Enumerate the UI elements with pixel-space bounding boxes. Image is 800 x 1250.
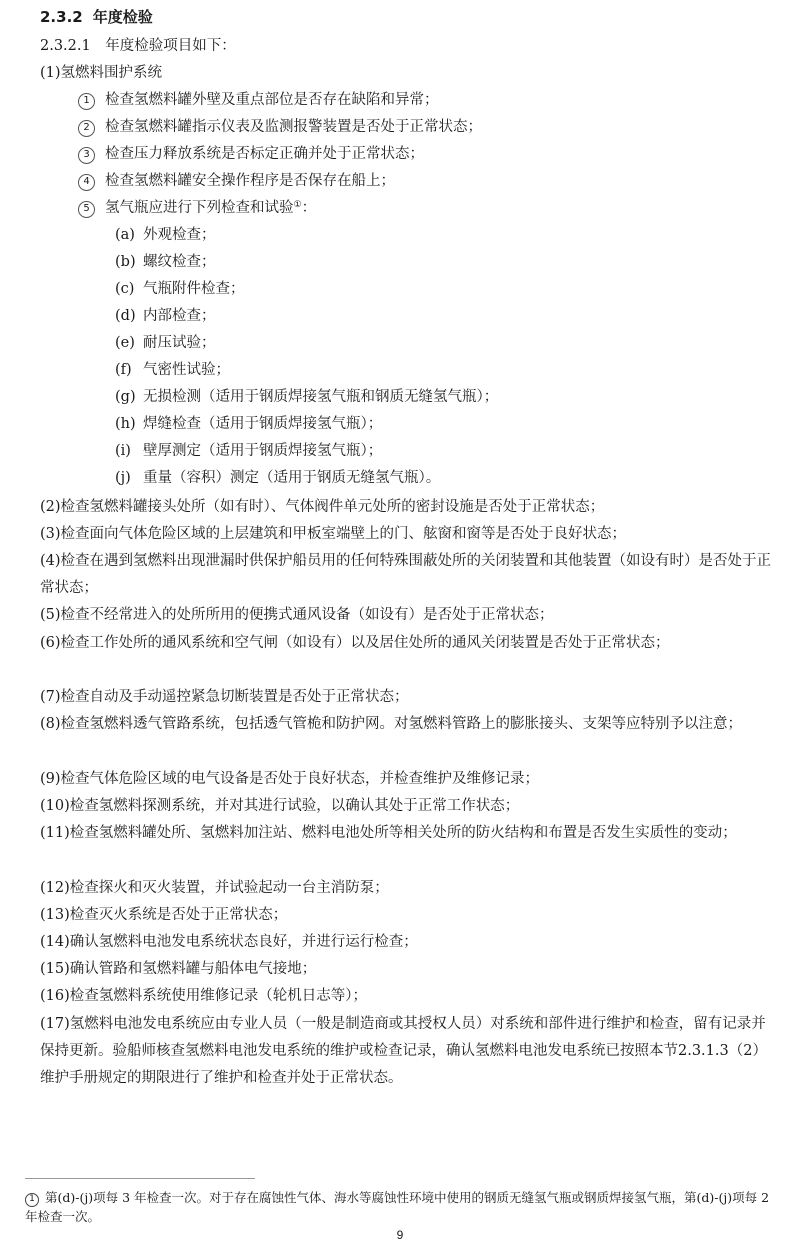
check-item-e [115, 333, 216, 353]
page-number: 9 [396, 1228, 404, 1242]
check-item-a [115, 225, 216, 245]
item-12: (12)检查探火和灭火装置，并试验起动一台主消防泵； [40, 880, 389, 896]
item-14: (14)确认氢燃料电池发电系统状态良好，并进行运行检查； [40, 934, 418, 950]
subitem-text: 检查氢燃料罐指示仪表及监测报警装置是否处于正常状态； [105, 119, 482, 135]
item-13: (13)检查灭火系统是否处于正常状态； [40, 907, 288, 923]
check-item-d [115, 306, 216, 326]
item-1-title: (1)氢燃料围护系统 [40, 65, 163, 81]
circled-number: 4 [78, 174, 95, 191]
subitem-2 [78, 117, 482, 137]
item-4: (4)检查在遇到氢燃料出现泄漏时供保护船员用的任何特殊围蔽处所的关闭装置和其他装置（如设有时）是否处于正常状态； [40, 553, 772, 597]
check-letter: (a) [115, 227, 135, 243]
check-letter: (h) [115, 416, 136, 432]
check-text: 耐压试验； [143, 335, 216, 351]
subitem-text: 检查压力释放系统是否标定正确并处于正常状态； [105, 146, 424, 162]
section-number: 2.3.2 [40, 8, 83, 26]
section-intro: 2.3.2.1 年度检验项目如下： [40, 38, 236, 54]
subitem-5 [78, 198, 316, 218]
check-text: 重量（容积）测定（适用于钢质无缝氢气瓶）。 [143, 470, 441, 486]
section-heading [40, 6, 153, 28]
check-text: 螺纹检查； [143, 254, 216, 270]
subitem-text: 检查氢燃料罐安全操作程序是否保存在船上； [105, 173, 395, 189]
check-item-c [115, 279, 245, 299]
check-item-h [115, 414, 382, 434]
item-2: (2)检查氢燃料罐接头处所（如有时）、气体阀件单元处所的密封设施是否处于正常状态； [40, 499, 605, 515]
footnote-mark: 1 [25, 1193, 39, 1207]
item-15: (15)确认管路和氢燃料罐与船体电气接地； [40, 961, 317, 977]
check-letter: (f) [115, 362, 132, 378]
check-item-f [115, 360, 230, 380]
item-9: (9)检查气体危险区域的电气设备是否处于良好状态，并检查维护及维修记录； [40, 771, 540, 787]
check-text: 焊缝检查（适用于钢质焊接氢气瓶）； [143, 416, 383, 432]
check-letter: (g) [115, 389, 136, 405]
check-item-b [115, 252, 216, 272]
item-17: (17)氢燃料电池发电系统应由专业人员（一般是制造商或其授权人员）对系统和部件进行维护和检查，留有记录并保持更新。验船师核查氢燃料电池发电系统的维护或检查记录，确认氢燃料电池发电系统已按照本节2.3.1.3（2）维护手册规定的期限进行了维护和检查并处于正常状态。 [40, 1016, 767, 1087]
check-letter: (d) [115, 308, 136, 324]
check-text: 内部检查； [143, 308, 216, 324]
item-3: (3)检查面向气体危险区域的上层建筑和甲板室端壁上的门、舷窗和窗等是否处于良好状态； [40, 526, 627, 542]
footnote-reference[interactable]: ① [293, 200, 302, 210]
circled-number: 1 [78, 93, 95, 110]
item-8: (8)检查氢燃料透气管路系统，包括透气管桅和防护网。对氢燃料管路上的膨胀接头、支架等应特别予以注意； [40, 716, 743, 732]
check-text: 壁厚测定（适用于钢质焊接氢气瓶）； [143, 443, 383, 459]
circled-number: 5 [78, 201, 95, 218]
check-letter: (i) [115, 443, 131, 459]
footnote-divider [25, 1178, 255, 1179]
check-item-g [115, 387, 498, 407]
subitem-3 [78, 144, 424, 164]
item-5: (5)检查不经常进入的处所所用的便携式通风设备（如设有）是否处于正常状态； [40, 607, 554, 623]
check-text: 气密性试验； [143, 362, 230, 378]
check-text: 外观检查； [143, 227, 216, 243]
subitem-text: 氢气瓶应进行下列检查和试验 [105, 200, 294, 216]
check-letter: (j) [115, 470, 131, 486]
check-item-i [115, 441, 382, 461]
check-text: 无损检测（适用于钢质焊接氢气瓶和钢质无缝氢气瓶）； [143, 389, 499, 405]
subitem-1 [78, 90, 439, 110]
circled-number: 3 [78, 147, 95, 164]
check-letter: (b) [115, 254, 136, 270]
section-title: 年度检验 [92, 8, 153, 26]
subitem-text: 检查氢燃料罐外壁及重点部位是否存在缺陷和异常； [105, 92, 439, 108]
circled-number: 2 [78, 120, 95, 137]
footnote-text: 第(d)-(j)项每 3 年检查一次。对于存在腐蚀性气体、海水等腐蚀性环境中使用的钢质无缝氢气瓶或钢质焊接氢气瓶，第(d)-(j)项每 2 年检查一次。 [25, 1190, 770, 1224]
item-11: (11)检查氢燃料罐处所、氢燃料加注站、燃料电池处所等相关处所的防火结构和布置是否发生实质性的变动； [40, 825, 737, 841]
check-text: 气瓶附件检查； [143, 281, 245, 297]
subitem-4 [78, 171, 395, 191]
item-7: (7)检查自动及手动遥控紧急切断装置是否处于正常状态； [40, 689, 409, 705]
item-16: (16)检查氢燃料系统使用维修记录（轮机日志等）； [40, 988, 368, 1004]
footnote [25, 1188, 780, 1226]
item-6: (6)检查工作处所的通风系统和空气闸（如设有）以及居住处所的通风关闭装置是否处于正常状态； [40, 635, 670, 651]
subitem-colon: ： [301, 200, 317, 216]
item-10: (10)检查氢燃料探测系统，并对其进行试验，以确认其处于正常工作状态； [40, 798, 520, 814]
check-letter: (c) [115, 281, 135, 297]
check-item-j [115, 468, 440, 488]
check-letter: (e) [115, 335, 135, 351]
